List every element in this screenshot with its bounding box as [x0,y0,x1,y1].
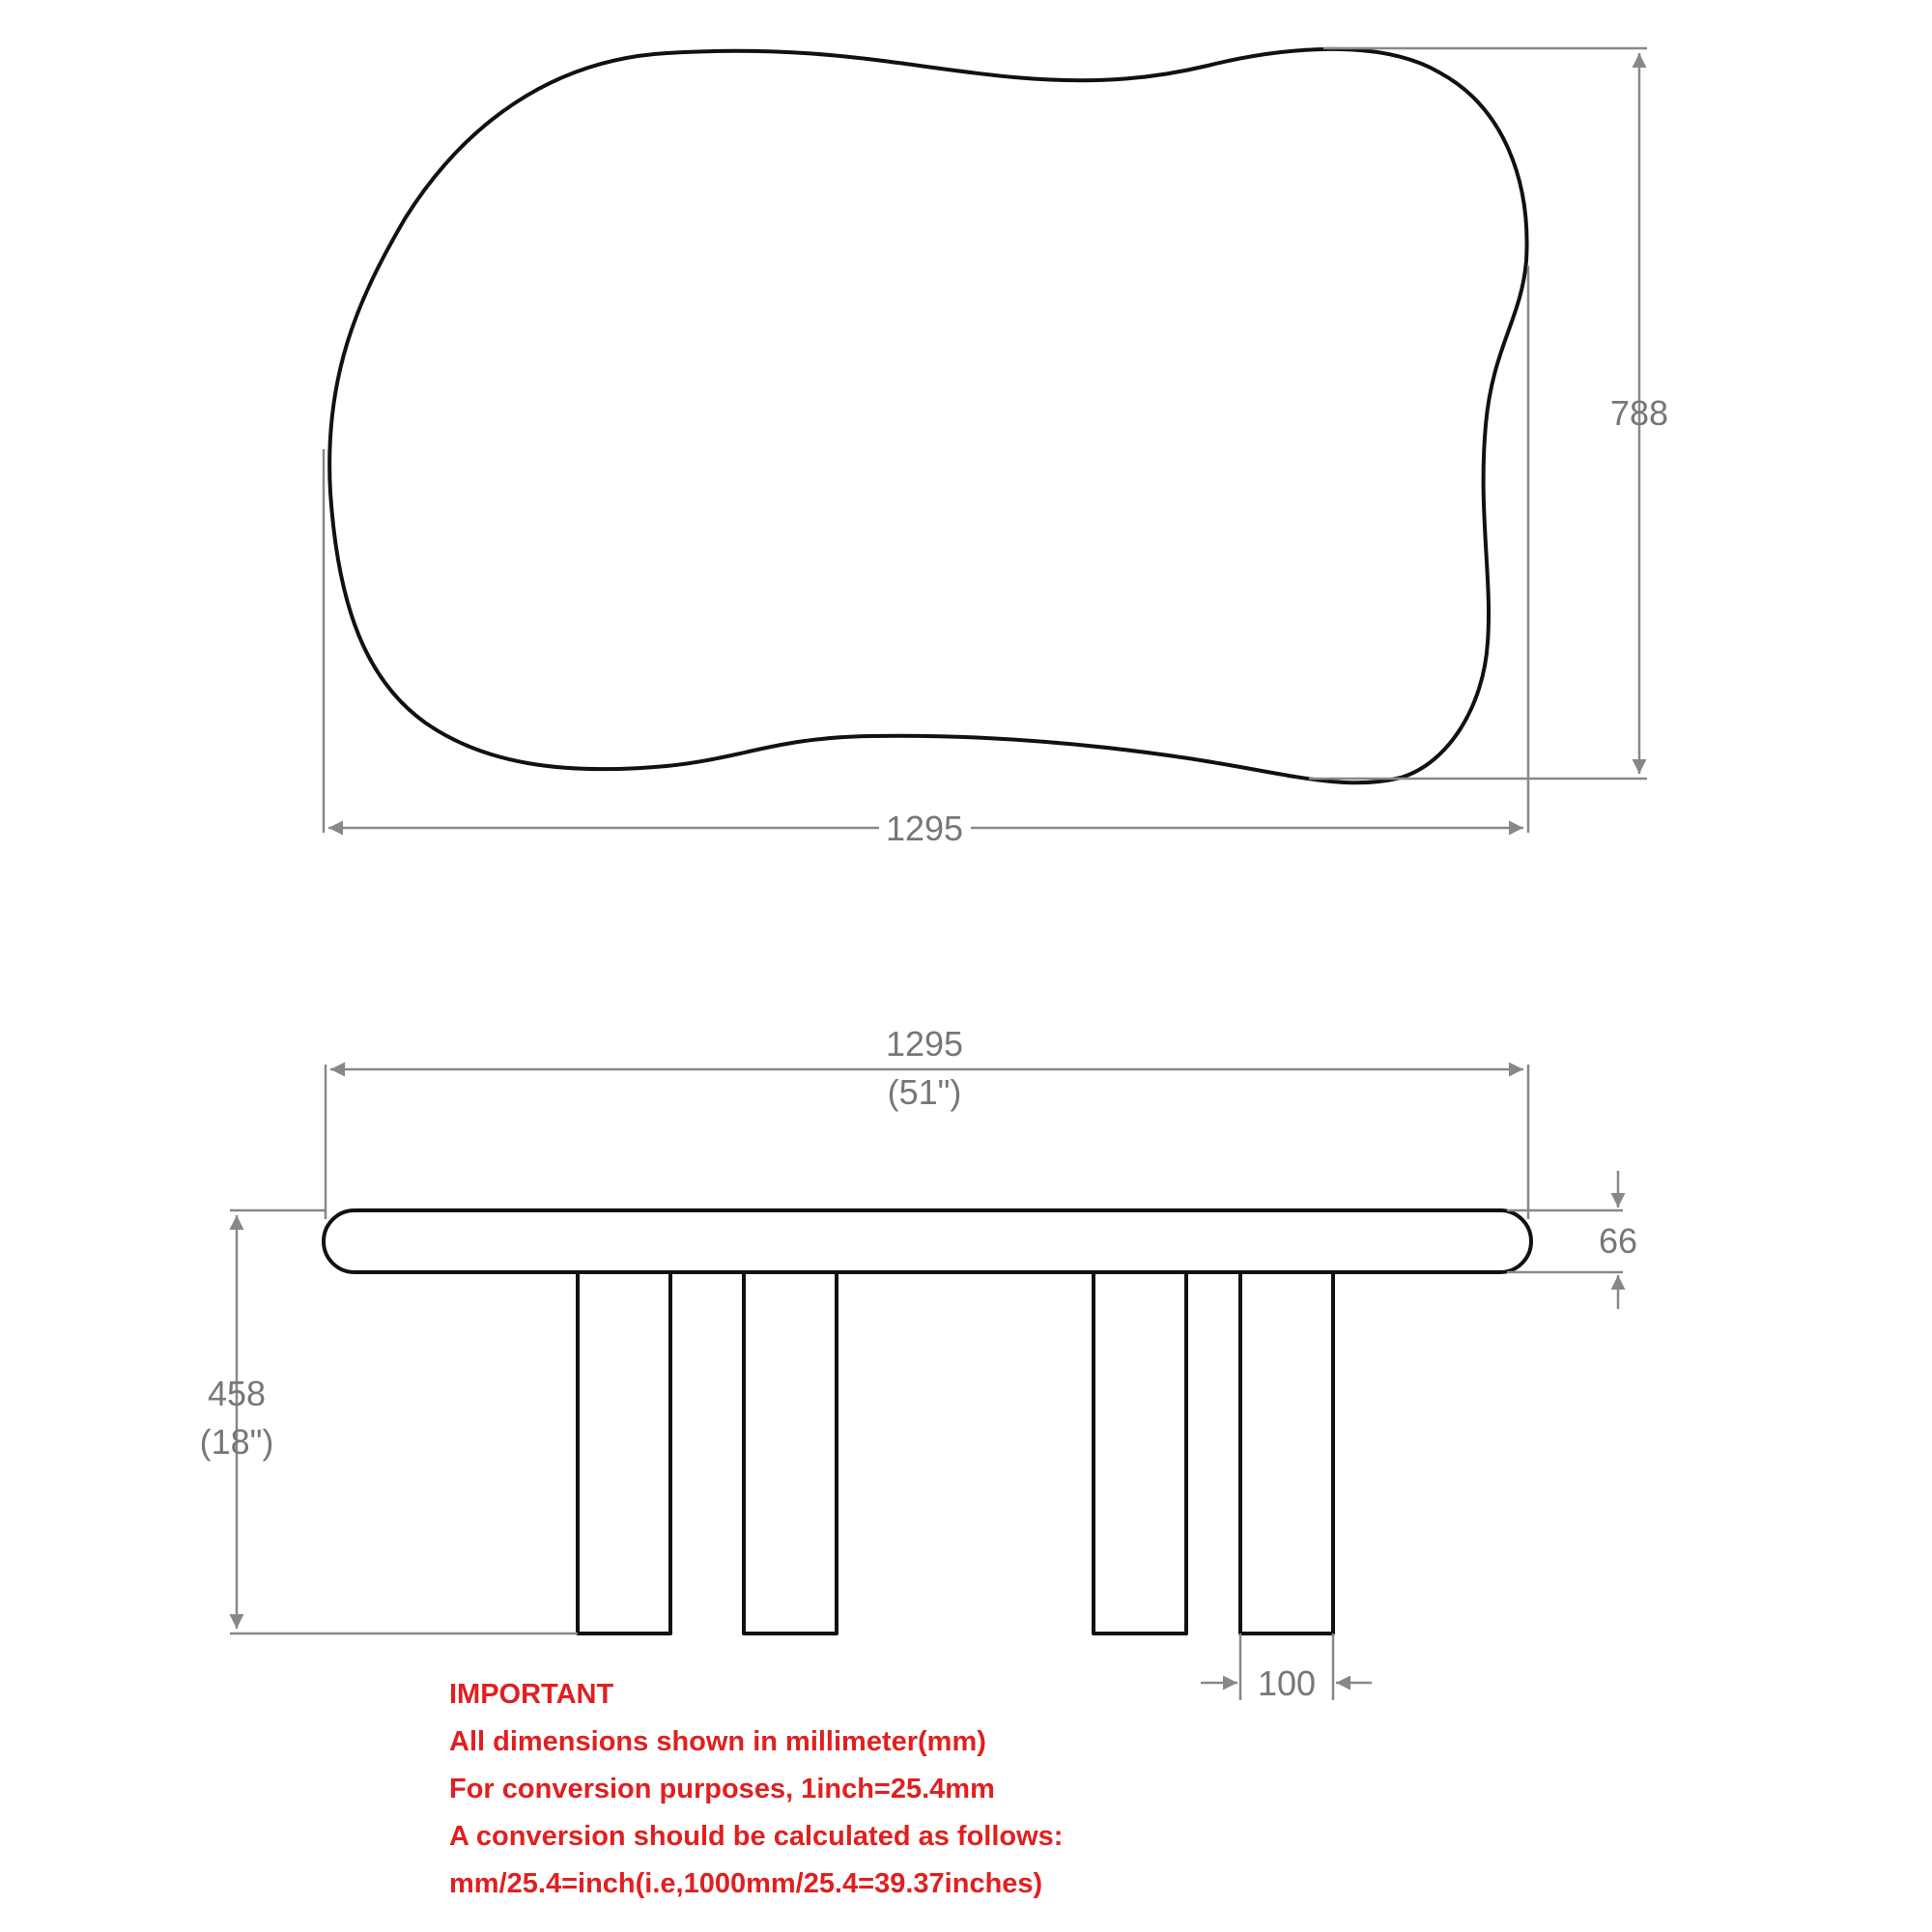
leg-width-label: 100 [1257,1663,1317,1703]
top-thickness-label: 66 [1598,1221,1638,1261]
top-width-label: 1295 [885,809,964,848]
note-title: IMPORTANT [449,1679,614,1710]
important-note [449,1671,1063,1908]
top-view [324,48,1668,848]
note-line: A conversion should be calculated as follows: [449,1821,1064,1852]
top-width-dimension [324,266,1528,848]
height-inch-label: (18") [199,1422,274,1462]
height-label: 458 [207,1374,267,1413]
side-width-dimension [326,1024,1528,1219]
leg-width-dimension [1201,1634,1372,1703]
tabletop-side [324,1210,1531,1272]
top-depth-label: 788 [1609,393,1669,433]
side-width-label: 1295 [885,1024,964,1064]
top-thickness-dimension [1507,1171,1637,1309]
leg-4 [1240,1272,1333,1634]
side-width-inch-label: (51") [887,1072,962,1112]
note-line: All dimensions shown in millimeter(mm) [449,1726,986,1757]
leg-1 [578,1272,670,1634]
leg-3 [1094,1272,1186,1634]
note-line: For conversion purposes, 1inch=25.4mm [449,1774,995,1804]
note-line: mm/25.4=inch(i.e,1000mm/25.4=39.37inches) [449,1868,1043,1899]
tabletop-outline [329,49,1526,782]
side-view [200,1024,1637,1703]
leg-2 [744,1272,837,1634]
